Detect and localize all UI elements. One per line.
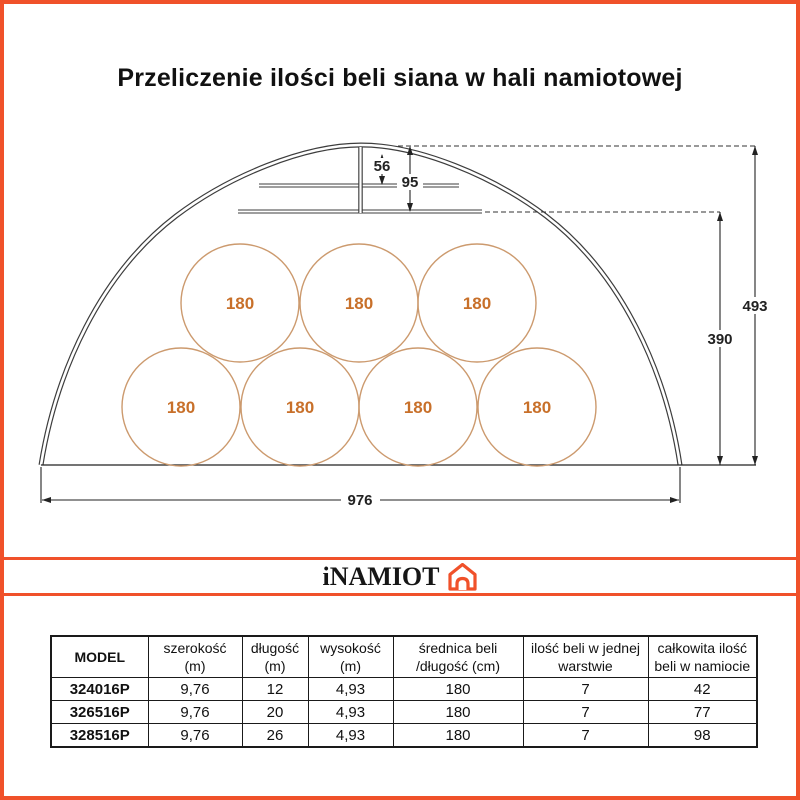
- tent-house-icon: [447, 563, 478, 591]
- svg-text:390: 390: [707, 331, 733, 348]
- cell-length: 12: [242, 678, 308, 701]
- header-width: szerokość (m): [148, 636, 242, 678]
- dimension-390: [702, 212, 738, 465]
- cell-total-bales: 77: [648, 701, 757, 724]
- bale-diameter-label: 180: [344, 294, 374, 313]
- dimension-976: [41, 467, 680, 509]
- cell-width: 9,76: [148, 701, 242, 724]
- svg-text:493: 493: [742, 298, 768, 315]
- header-bales-per-layer: ilość beli w jednej warstwie: [523, 636, 648, 678]
- cell-model: 326516P: [51, 701, 148, 724]
- cell-length: 26: [242, 724, 308, 748]
- tent-cross-section-diagram: [4, 134, 800, 514]
- cell-model: 324016P: [51, 678, 148, 701]
- cell-total-bales: 98: [648, 724, 757, 748]
- header-model: MODEL: [51, 636, 148, 678]
- bale-diameter-label: 180: [166, 398, 196, 417]
- logo-text: iNAMIOT: [322, 561, 440, 591]
- bale-diameter-label: 180: [403, 398, 433, 417]
- cell-bale-diameter: 180: [393, 701, 523, 724]
- cell-bale-diameter: 180: [393, 724, 523, 748]
- cell-width: 9,76: [148, 678, 242, 701]
- cell-height: 4,93: [308, 701, 393, 724]
- header-height: wysokość (m): [308, 636, 393, 678]
- cell-bales-per-layer: 7: [523, 724, 648, 748]
- reference-dashed-lines: [398, 146, 755, 212]
- page-title: Przeliczenie ilości beli siana w hali namiotowej: [117, 64, 683, 92]
- bale-diameter-label: 180: [462, 294, 492, 313]
- cell-model: 328516P: [51, 724, 148, 748]
- header-total-bales: całkowita ilość beli w namiocie: [648, 636, 757, 678]
- roof-frame: [238, 147, 482, 213]
- bale-diameter-label: 180: [225, 294, 255, 313]
- spec-table: [50, 635, 758, 748]
- cell-bale-diameter: 180: [393, 678, 523, 701]
- dimension-56: [369, 154, 395, 185]
- table-row: [51, 724, 757, 748]
- hay-bales: [122, 244, 596, 466]
- svg-text:56: 56: [373, 158, 391, 175]
- cell-total-bales: 42: [648, 678, 757, 701]
- cell-height: 4,93: [308, 724, 393, 748]
- table-row: [51, 678, 757, 701]
- cell-width: 9,76: [148, 724, 242, 748]
- bale-diameter-label: 180: [522, 398, 552, 417]
- table-row: [51, 701, 757, 724]
- svg-text:95: 95: [401, 174, 419, 191]
- logo-band: [4, 557, 796, 596]
- cell-height: 4,93: [308, 678, 393, 701]
- header-bale-diameter: średnica beli /długość (cm): [393, 636, 523, 678]
- cell-length: 20: [242, 701, 308, 724]
- cell-bales-per-layer: 7: [523, 701, 648, 724]
- bale-diameter-label: 180: [285, 398, 315, 417]
- cell-bales-per-layer: 7: [523, 678, 648, 701]
- header-length: długość (m): [242, 636, 308, 678]
- svg-text:976: 976: [347, 492, 373, 509]
- dimension-493: [737, 146, 773, 465]
- table-header-row: [51, 636, 757, 678]
